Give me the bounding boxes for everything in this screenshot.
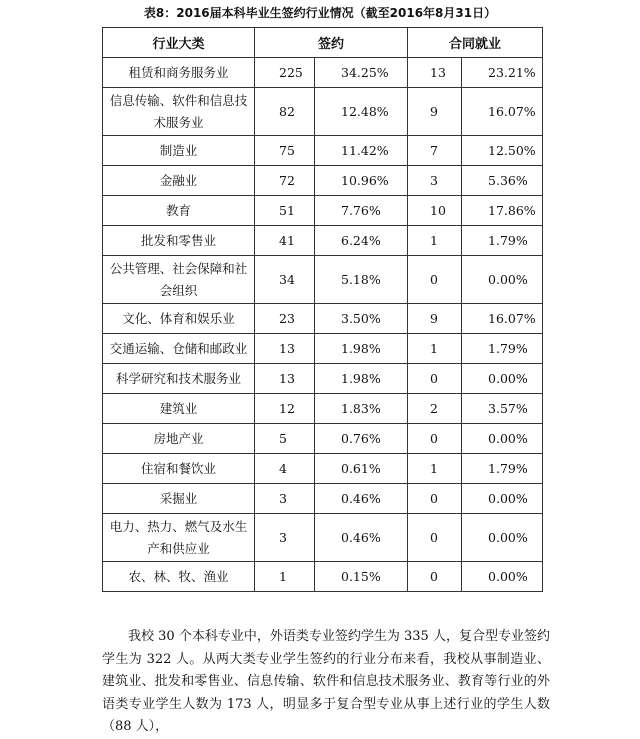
contract-percent-cell: 0.00% (462, 514, 543, 562)
industry-cell: 公共管理、社会保障和社会组织 (103, 256, 255, 304)
contract-percent-cell: 16.07% (462, 304, 543, 334)
industry-cell: 房地产业 (103, 424, 255, 454)
contract-count-cell: 9 (408, 88, 462, 136)
signed-percent-cell: 12.48% (315, 88, 408, 136)
contract-count-cell: 1 (408, 226, 462, 256)
industry-cell: 教育 (103, 196, 255, 226)
signed-count-cell: 82 (255, 88, 315, 136)
industry-cell: 租赁和商务服务业 (103, 58, 255, 88)
contract-count-cell: 0 (408, 424, 462, 454)
contract-percent-cell: 0.00% (462, 484, 543, 514)
table-row (103, 364, 543, 394)
table-row (103, 562, 543, 592)
signed-count-cell: 225 (255, 58, 315, 88)
contract-count-cell: 0 (408, 364, 462, 394)
signed-count-cell: 75 (255, 136, 315, 166)
signed-count-cell: 3 (255, 484, 315, 514)
signed-count-cell: 13 (255, 364, 315, 394)
contract-count-cell: 0 (408, 256, 462, 304)
signed-percent-cell: 0.61% (315, 454, 408, 484)
table-row (103, 304, 543, 334)
table-row (103, 136, 543, 166)
contract-count-cell: 13 (408, 58, 462, 88)
table-row (103, 226, 543, 256)
signed-count-cell: 3 (255, 514, 315, 562)
contract-count-cell: 1 (408, 454, 462, 484)
signed-percent-cell: 0.46% (315, 484, 408, 514)
industry-cell: 科学研究和技术服务业 (103, 364, 255, 394)
signed-percent-cell: 0.46% (315, 514, 408, 562)
signed-percent-cell: 11.42% (315, 136, 408, 166)
signed-count-cell: 34 (255, 256, 315, 304)
table-body (103, 58, 543, 592)
industry-cell: 采掘业 (103, 484, 255, 514)
contract-percent-cell: 23.21% (462, 58, 543, 88)
contract-count-cell: 0 (408, 562, 462, 592)
contract-percent-cell: 1.79% (462, 454, 543, 484)
industry-cell: 电力、热力、燃气及水生产和供应业 (103, 514, 255, 562)
industry-cell: 住宿和餐饮业 (103, 454, 255, 484)
table-row (103, 514, 543, 562)
table-row (103, 166, 543, 196)
signed-percent-cell: 34.25% (315, 58, 408, 88)
signed-count-cell: 13 (255, 334, 315, 364)
signed-percent-cell: 1.98% (315, 334, 408, 364)
contract-percent-cell: 5.36% (462, 166, 543, 196)
industry-cell: 交通运输、仓储和邮政业 (103, 334, 255, 364)
industry-cell: 批发和零售业 (103, 226, 255, 256)
contract-count-cell: 0 (408, 514, 462, 562)
header-contract: 合同就业 (408, 28, 543, 58)
contract-percent-cell: 16.07% (462, 88, 543, 136)
signed-count-cell: 12 (255, 394, 315, 424)
body-paragraph: 我校 30 个本科专业中，外语类专业签约学生为 335 人，复合型专业签约学生为 322 人。从两大类专业学生签约的行业分布来看，我校从事制造业、建筑业、批发和零售业、信息传输、软件和信息技术服务业、教育等行业的外语类专业学生人数为 173 人，明显多于复合型专业从事上述行业的学生人数（88 人）， (102, 629, 550, 734)
table-row (103, 58, 543, 88)
signed-percent-cell: 1.98% (315, 364, 408, 394)
contract-percent-cell: 0.00% (462, 364, 543, 394)
contract-count-cell: 10 (408, 196, 462, 226)
signed-percent-cell: 3.50% (315, 304, 408, 334)
signed-percent-cell: 6.24% (315, 226, 408, 256)
signed-count-cell: 1 (255, 562, 315, 592)
table-row (103, 196, 543, 226)
signed-percent-cell: 0.15% (315, 562, 408, 592)
contract-percent-cell: 17.86% (462, 196, 543, 226)
signed-count-cell: 23 (255, 304, 315, 334)
signed-count-cell: 5 (255, 424, 315, 454)
contract-percent-cell: 3.57% (462, 394, 543, 424)
signed-percent-cell: 0.76% (315, 424, 408, 454)
contract-percent-cell: 1.79% (462, 334, 543, 364)
contract-count-cell: 2 (408, 394, 462, 424)
signed-percent-cell: 10.96% (315, 166, 408, 196)
industry-cell: 文化、体育和娱乐业 (103, 304, 255, 334)
table-row (103, 394, 543, 424)
signed-percent-cell: 5.18% (315, 256, 408, 304)
industry-cell: 建筑业 (103, 394, 255, 424)
table-row (103, 88, 543, 136)
signed-count-cell: 51 (255, 196, 315, 226)
contract-percent-cell: 12.50% (462, 136, 543, 166)
industry-cell: 制造业 (103, 136, 255, 166)
signed-percent-cell: 7.76% (315, 196, 408, 226)
industry-cell: 信息传输、软件和信息技术服务业 (103, 88, 255, 136)
industry-table (102, 27, 543, 592)
contract-percent-cell: 0.00% (462, 256, 543, 304)
table-row (103, 334, 543, 364)
contract-count-cell: 7 (408, 136, 462, 166)
table-row (103, 256, 543, 304)
table-row (103, 454, 543, 484)
industry-cell: 农、林、牧、渔业 (103, 562, 255, 592)
contract-percent-cell: 0.00% (462, 424, 543, 454)
contract-count-cell: 0 (408, 484, 462, 514)
signed-count-cell: 41 (255, 226, 315, 256)
contract-count-cell: 9 (408, 304, 462, 334)
contract-percent-cell: 0.00% (462, 562, 543, 592)
table-row (103, 484, 543, 514)
contract-count-cell: 3 (408, 166, 462, 196)
signed-count-cell: 4 (255, 454, 315, 484)
signed-percent-cell: 1.83% (315, 394, 408, 424)
contract-count-cell: 1 (408, 334, 462, 364)
table-row (103, 424, 543, 454)
header-industry: 行业大类 (103, 28, 255, 58)
table-header-row (103, 28, 543, 58)
industry-cell: 金融业 (103, 166, 255, 196)
table-caption: 表8：2016届本科毕业生签约行业情况（截至2016年8月31日） (143, 6, 497, 20)
signed-count-cell: 72 (255, 166, 315, 196)
contract-percent-cell: 1.79% (462, 226, 543, 256)
header-signed: 签约 (255, 28, 408, 58)
